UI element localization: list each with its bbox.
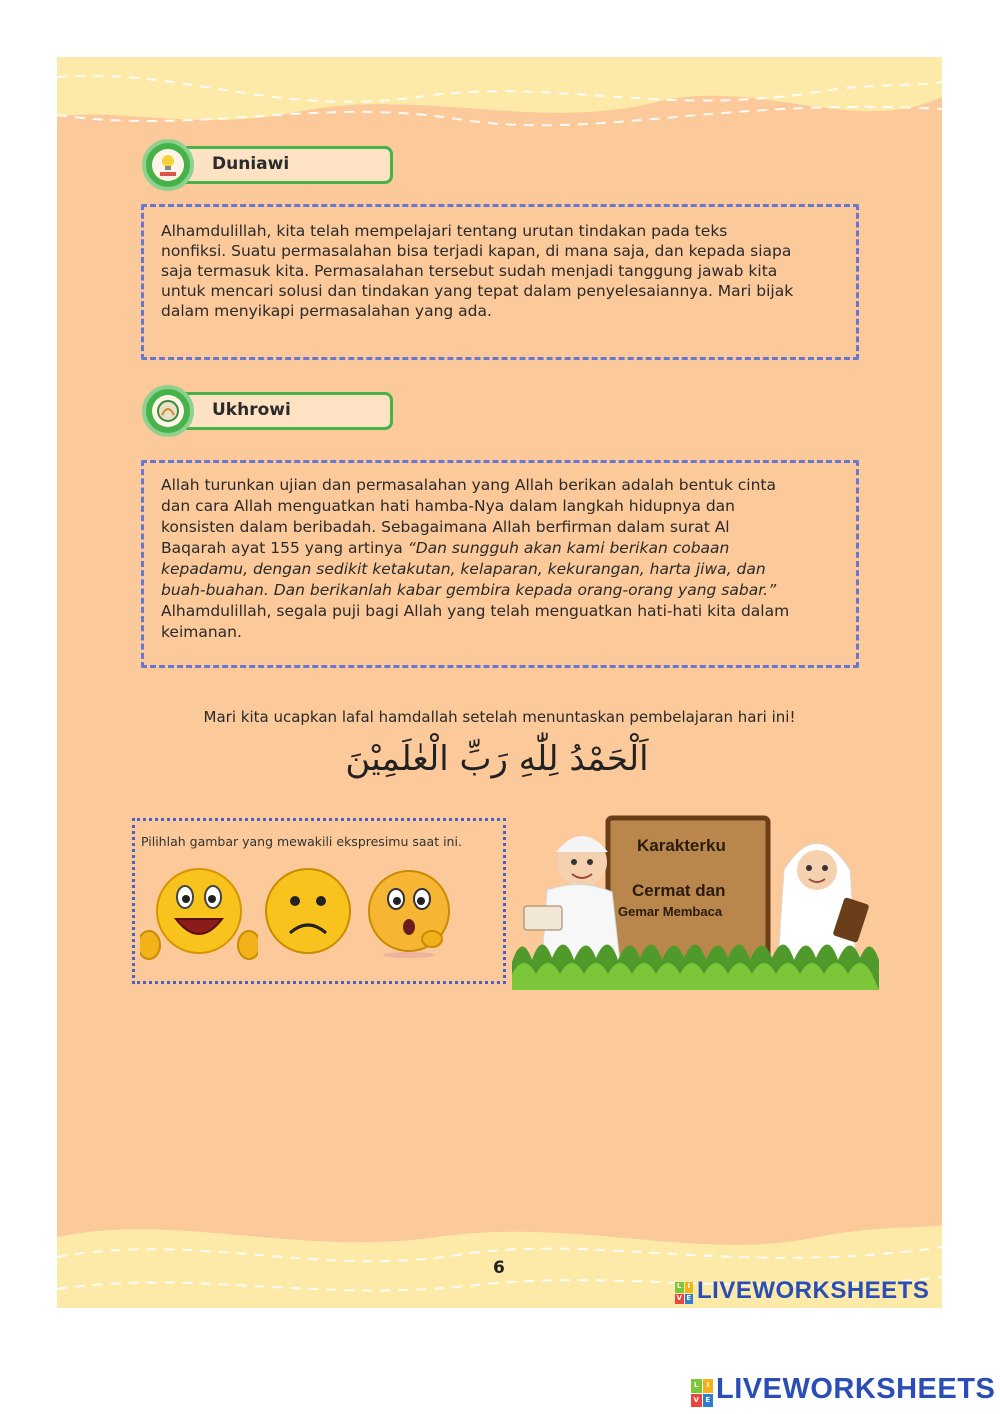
ukhrowi-line: keimanan. bbox=[161, 623, 242, 641]
sign-line-1: Cermat dan bbox=[632, 881, 726, 900]
duniawi-line: nonfiksi. Suatu permasalahan bisa terjadi kapan, di mana saja, dan kepada siapa bbox=[161, 242, 792, 260]
sad-face-icon bbox=[264, 867, 352, 955]
lantern-icon bbox=[152, 395, 184, 427]
ukhrowi-line: dan cara Allah menguatkan hati hamba-Nya dalam langkah hidupnya dan bbox=[161, 497, 735, 515]
sign-line-2: Gemar Membaca bbox=[618, 904, 723, 919]
liveworksheets-watermark-icon: L I V E bbox=[691, 1379, 713, 1407]
duniawi-line: untuk mencari solusi dan tindakan yang tepat dalam penyelesaiannya. Mari bijak bbox=[161, 282, 794, 300]
duniawi-line: saja termasuk kita. Permasalahan tersebut sudah menjadi tanggung jawab kita bbox=[161, 262, 778, 280]
page-number: 6 bbox=[493, 1258, 505, 1278]
ukhrowi-line-plain: Baqarah ayat 155 yang artinya bbox=[161, 539, 408, 557]
surprised-emoji-option[interactable] bbox=[364, 867, 454, 959]
hamdallah-arabic: اَلْحَمْدُ لِلّٰهِ رَبِّ الْعٰلَمِيْنَ bbox=[345, 739, 649, 779]
hamdallah-instruction: Mari kita ucapkan lafal hamdallah setelah menuntaskan pembelajaran hari ini! bbox=[203, 708, 796, 726]
ukhrowi-paragraph bbox=[161, 475, 851, 643]
ukhrowi-line: Allah turunkan ujian dan permasalahan yang Allah berikan adalah bentuk cinta bbox=[161, 476, 776, 494]
duniawi-line: dalam menyikapi permasalahan yang ada. bbox=[161, 302, 492, 320]
duniawi-paragraph bbox=[161, 221, 851, 321]
liveworksheets-logo-icon: L I V E bbox=[675, 1282, 693, 1304]
ukhrowi-line bbox=[161, 559, 851, 580]
emoji-prompt: Pilihlah gambar yang mewakili ekspresimu saat ini. bbox=[141, 834, 462, 849]
happy-face-icon bbox=[140, 867, 258, 963]
quran-quote-start: “Dan sungguh akan kami berikan cobaan bbox=[407, 539, 730, 557]
duniawi-line: Alhamdulillah, kita telah mempelajari tentang urutan tindakan pada teks bbox=[161, 222, 728, 240]
liveworksheets-watermark: LIVEWORKSHEETS bbox=[716, 1373, 996, 1405]
ukhrowi-title: Ukhrowi bbox=[212, 400, 291, 420]
ukhrowi-line bbox=[161, 538, 851, 559]
quran-quote-end: buah-buahan. Dan berikanlah kabar gembira kepada orang-orang yang sabar.” bbox=[161, 581, 777, 599]
ukhrowi-line: konsisten dalam beribadah. Sebagaimana Allah berfirman dalam surat Al bbox=[161, 518, 730, 536]
sign-title: Karakterku bbox=[637, 836, 726, 855]
duniawi-title: Duniawi bbox=[212, 154, 290, 174]
character-illustration bbox=[512, 812, 879, 990]
ukhrowi-line: Alhamdulillah, segala puji bagi Allah yang telah menguatkan hati-hati kita dalam bbox=[161, 602, 790, 620]
quran-quote: kepadamu, dengan sedikit ketakutan, kelaparan, kekurangan, harta jiwa, dan bbox=[161, 560, 766, 578]
ukhrowi-line bbox=[161, 580, 851, 601]
happy-emoji-option[interactable] bbox=[140, 867, 258, 963]
surprised-face-icon bbox=[364, 867, 454, 959]
worksheet-page bbox=[57, 57, 942, 1308]
liveworksheets-brand-inner: LIVEWORKSHEETS bbox=[697, 1277, 930, 1304]
lightbulb-icon bbox=[152, 149, 184, 181]
sad-emoji-option[interactable] bbox=[264, 867, 352, 955]
